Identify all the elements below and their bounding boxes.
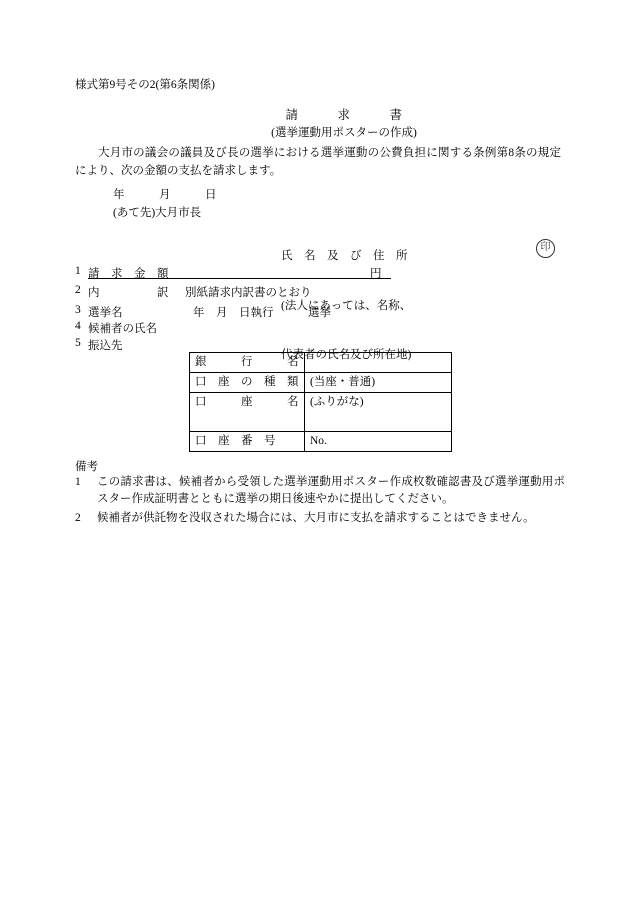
account-type-label: 口 座 の 種 類 [190, 373, 305, 393]
signature-line-corporation-2: 代表者の氏名及び所在地) [281, 349, 412, 361]
item-unit-yen: 円 [370, 268, 382, 280]
page-subtitle: (選挙運動用ポスターの作成) [271, 127, 417, 139]
form-number: 様式第9号その2(第6条関係) [75, 79, 215, 91]
table-row [190, 393, 452, 432]
item-label-candidate-name: 候補者の氏名 [88, 323, 157, 335]
table-row [190, 353, 452, 373]
account-name-value[interactable]: (ふりがな) [304, 393, 451, 432]
item-label-election-name: 選挙名 [88, 307, 123, 319]
bank-name-label: 銀 行 名 [190, 353, 305, 373]
seal-icon: 印 [536, 239, 555, 258]
date-line: 年 月 日 [113, 189, 217, 201]
remark-text-2: 候補者が供託物を没収された場合には、大月市に支払を請求することはできません。 [97, 512, 535, 524]
item-number-3: 3 [75, 304, 81, 316]
item-label-breakdown: 内 訳 [88, 287, 169, 299]
signature-line-name-address: 氏 名 及 び 住 所 [281, 250, 408, 262]
remark-entry-1 [75, 474, 565, 508]
table-row [190, 373, 452, 393]
signature-line-corporation-1: (法人にあっては、名称、 [281, 299, 412, 312]
item-label-transfer-destination: 振込先 [88, 340, 123, 352]
item-number-4: 4 [75, 320, 81, 332]
bank-details-table [189, 352, 452, 452]
bank-name-value[interactable] [304, 353, 451, 373]
remarks-heading: 備考 [75, 461, 98, 473]
item-value-breakdown: 別紙請求内訳書のとおり [185, 287, 312, 299]
remark-text-1: この請求書は、候補者から受領した選挙運動用ポスター作成枚数確認書及び選挙運動用ポスター作成証明書とともに選挙の期日後速やかに提出してください。 [97, 476, 565, 505]
item-number-1: 1 [75, 265, 81, 277]
account-name-label: 口 座 名 [190, 393, 305, 432]
remark-number-1: 1 [75, 476, 81, 488]
item-value-election-name[interactable]: 年 月 日執行 選挙 [193, 307, 331, 319]
addressee-line: (あて先)大月市長 [113, 207, 202, 219]
item-label-claim-amount: 請 求 金 額 [88, 268, 169, 280]
page-title: 請 求 書 [285, 108, 403, 122]
item-number-2: 2 [75, 284, 81, 296]
account-number-label: 口 座 番 号 [190, 432, 305, 452]
account-number-value[interactable]: No. [304, 432, 451, 452]
account-type-value[interactable]: (当座・普通) [304, 373, 451, 393]
item-number-5: 5 [75, 337, 81, 349]
table-row [190, 432, 452, 452]
remark-entry-2 [75, 510, 565, 527]
claim-amount-field[interactable] [88, 278, 391, 279]
remark-number-2: 2 [75, 512, 81, 524]
body-paragraph: 大月市の議会の議員及び長の選挙における選挙運動の公費負担に関する条例第8条の規定により、次の金額の支払を請求します。 [75, 147, 561, 177]
